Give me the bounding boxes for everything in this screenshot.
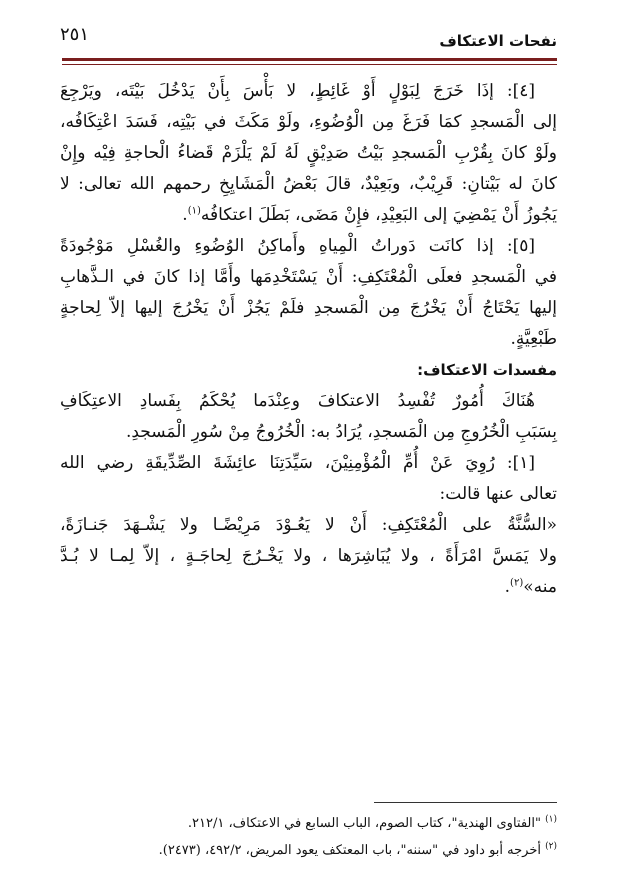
paragraph-1 xyxy=(60,448,557,510)
footnote-reference-2[interactable]: (٢) xyxy=(510,577,524,589)
paragraph-line: تعالى عنها قالت: xyxy=(439,484,557,504)
footnote-reference-1[interactable]: (١) xyxy=(187,205,201,217)
quote-line: «السُّنَّةُ على الْمُعْتَكِفِ: أَنْ لا يَعُـوْدَ مَرِيْضًـا ولا يَشْـهَدَ جَنـازَةً، xyxy=(60,515,557,535)
paragraph-line: في الْمَسجدِ فعلَى الْمُعْتَكِفِ: أَنْ يَسْتَخْدِمَها وأَمَّا إذا كانَ في الـذَّهابِ xyxy=(60,267,557,287)
footnote-2 xyxy=(60,837,557,864)
header-rule-thin xyxy=(62,64,557,65)
footnote-separator xyxy=(374,802,557,803)
page-number: ٢٥١ xyxy=(60,24,90,45)
page-header xyxy=(60,22,557,52)
footnote-1 xyxy=(60,810,557,837)
punctuation: . xyxy=(504,577,511,597)
paragraph-line: [٤]: إذَا خَرَجَ لِبَوْلٍ أَوْ غَائِطٍ، لا بَأْسَ بِأَنْ يَدْخُلَ بَيْتَه، ويَرْجِعَ xyxy=(60,81,535,101)
paragraph-line: بِسَبَبِ الْخُرُوجِ مِن الْمَسجدِ، يُرَادُ به: الْخُرُوجُ مِنْ سُورِ الْمَسجدِ. xyxy=(125,422,557,442)
running-title: نفحات الاعتكاف xyxy=(439,32,557,50)
section-intro xyxy=(60,386,557,448)
page-body xyxy=(60,76,557,603)
paragraph-line: هُنَاكَ أُمُورٌ تُفْسِدُ الاعتكافَ وعِنْدَما يُحْكَمُ بِفَسادِ الاعتِكَافِ xyxy=(60,391,535,411)
paragraph-line: إلى الْمَسجدِ كمَا فَرَغَ مِن الْوُضُوءِ، ولَوْ مَكَثَ في بَيْتِه، فَسَدَ اعْتِكَافُه، xyxy=(60,112,557,132)
hadith-quote xyxy=(60,510,557,603)
paragraph-4 xyxy=(60,76,557,231)
footnote-mark: (١) xyxy=(545,814,557,825)
footnotes xyxy=(60,810,557,864)
footnote-text: أخرجه أبو داود في "سننه"، باب المعتكف يعود المريض، ٤٩٢/٢، (٢٤٧٣). xyxy=(158,843,541,858)
quote-line xyxy=(60,572,557,603)
paragraph-5 xyxy=(60,231,557,355)
paragraph-line: [٥]: إذا كانَت دَوراتُ الْمِياهِ وأَماكِنُ الوُضُوءِ والغُسْلِ مَوْجُودَةً xyxy=(60,236,535,256)
quote-line: ولا يَمَسَّ امْرَأَةً ، ولا يُبَاشِرَها ، ولا يَخْـرُجَ لِحاجَـةٍ ، إلاّ لِمـا لا بُـدَّ xyxy=(60,546,557,566)
header-rule-thick xyxy=(62,58,557,61)
paragraph-line xyxy=(60,200,557,231)
paragraph-line-text: يَجُوزُ أَنْ يَمْضِيَ إلى البَعِيْدِ، فإِنْ مَضَى، بَطَلَ اعتكافُه xyxy=(200,205,557,225)
footnote-text: "الفتاوى الهندية"، كتاب الصوم، الباب السابع في الاعتكاف، ٢١٢/١. xyxy=(187,816,541,831)
paragraph-line: كانَ له بَيْتانِ: قَرِيْبٌ، وبَعِيْدٌ، قالَ بَعْضُ الْمَشَايِخِ رحمهم الله تعالى: لا xyxy=(60,174,557,194)
paragraph-line: طَبْعِيَّةٍ. xyxy=(510,329,557,349)
paragraph-line: [١]: رُوِيَ عَنْ أُمِّ الْمُؤْمِنِيْنَ، سَيِّدَتِنَا عائِشَةَ الصِّدِّيقَةِ رضي الله xyxy=(60,453,535,473)
paragraph-line: إليها يَحْتَاجُ أَنْ يَخْرُجَ مِن الْمَسجدِ فلَمْ يَجُزْ أَنْ يَخْرُجَ إليها إلاّ لِحاجةٍ xyxy=(60,298,557,318)
quote-line-text: منه» xyxy=(523,577,557,597)
footnote-mark: (٢) xyxy=(545,841,557,852)
paragraph-line: ولَوْ كانَ بِقُرْبِ الْمَسجدِ بَيْتُ صَدِيْقٍ لَهُ لَمْ يَلْزَمْ قَضاءُ الْحاجةِ فِيْه وإِنْ xyxy=(60,143,557,163)
section-heading: مفسدات الاعتكاف: xyxy=(417,361,557,379)
punctuation: . xyxy=(182,205,188,225)
